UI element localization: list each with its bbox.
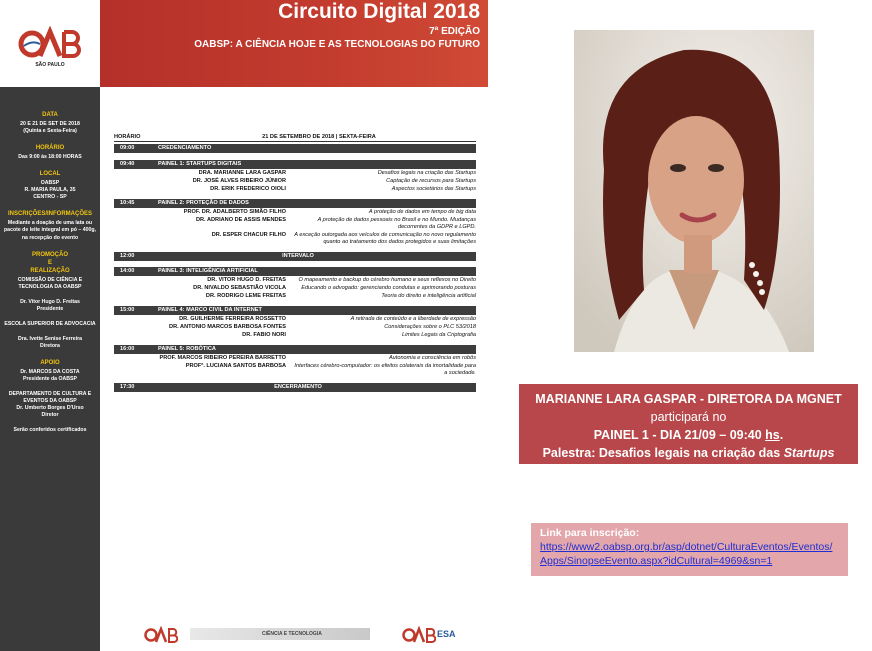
table-row [114,363,476,377]
speaker-name: PROF. DR. ADALBERTO SIMÃO FILHO [183,208,286,215]
schedule-bar [114,144,476,153]
talk-title: A proteção de dados pessoais no Brasil e no Mundo. Mudanças decorrentes da GDPR e LGPD. [317,216,476,230]
bar-time: 10:45 [120,199,135,206]
table-row [114,355,476,362]
bar-label: INTERVALO [282,252,314,259]
hours-abbrev: hs [765,428,780,442]
sidebar-text-presidente: Dr. Vitor Hugo D. Freitas Presidente [20,298,80,312]
event-edition: 7ª EDIÇÃO [429,26,480,37]
sidebar-heading-data: DATA [42,112,58,118]
speaker-name: DR. ADRIANO DE ASSIS MENDES [195,216,286,223]
registration-link-box [531,523,848,576]
speaker-name: PROFª. LUCIANA SANTOS BARBOSA [185,362,286,369]
table-row [114,186,476,193]
talk-title: Teoria do direito e inteligência artificial [381,292,476,299]
speaker-name: DR. ANTONIO MARCOS BARBOSA FONTES [169,323,286,330]
sidebar-text-departamento: DEPARTAMENTO DE CULTURA E EVENTOS DA OABSP Dr. Umberto Borges D'Urso Diretor [8,391,92,419]
oab-logo-icon [402,626,436,644]
talk-title: Limites Legais da Criptografia [402,331,476,338]
bar-label: PAINEL 5: ROBÓTICA [158,345,216,352]
oab-logo-icon [18,26,82,62]
table-row [114,170,476,177]
schedule-table [114,134,476,392]
speaker-name: DR. ESPER CHACUR FILHO [211,231,286,238]
header-banner [100,0,488,87]
talk-title: Captação de recursos para Startups [386,177,476,184]
speaker-name: DR. VITOR HUGO D. FREITAS [207,276,286,283]
table-row [114,178,476,185]
speaker-name: DR. RODRIGO LEME FREITAS [205,292,286,299]
bar-label: PAINEL 2: PROTEÇÃO DE DADOS [158,199,249,206]
speaker-name: DR. JOSÉ ALVES RIBEIRO JÚNIOR [192,177,286,184]
table-row [114,217,476,231]
talk-title: A proteção de dados em tempo de big data [368,208,476,215]
schedule-col-date: 21 DE SETEMBRO DE 2018 | SEXTA-FEIRA [262,134,376,140]
talk-title: A retirada de conteúdo e a liberdade de expressão [350,315,476,322]
schedule-col-time: HORÁRIO [114,134,141,140]
schedule-bar [114,345,476,354]
footer-band: CIÊNCIA E TECNOLOGIA [190,628,370,640]
sidebar-text-local: OABSP R. MARIA PAULA, 35 CENTRO - SP [24,180,76,201]
table-row [114,324,476,331]
sidebar-heading-promocao: PROMOÇÃO E REALIZAÇÃO [30,251,70,274]
table-row [114,332,476,339]
speaker-name: DR. GUILHERME FERREIRA ROSSETTO [179,315,286,322]
speaker-name: DR. NIVALDO SEBASTIÃO VICOLA [193,284,286,291]
speaker-info-box [519,384,858,464]
oab-logo-icon [144,626,178,644]
talk-title: Desafios legais na criação das Startups [377,170,476,176]
bar-time: 09:40 [120,161,135,167]
bar-label: PAINEL 1: STARTUPS DIGITAIS [158,161,242,167]
esa-logo-text: ESA [437,629,456,639]
sidebar-heading-apoio: APOIO [40,359,60,366]
bar-time: 16:00 [120,345,135,352]
sidebar-text-comissao: COMISSÃO DE CIÊNCIA E TECNOLOGIA DA OABSP [17,276,83,290]
talk-title: Considerações sobre o PLC 53/2018 [384,323,476,330]
bar-time: 09:00 [120,145,135,151]
table-row [114,232,476,246]
sidebar-text-presidente-oabsp: Dr. MARCOS DA COSTA Presidente da OABSP [20,369,80,383]
sidebar-heading-horario: HORÁRIO [35,145,65,152]
speaker-name-title: MARIANNE LARA GASPAR - DIRETORA DA MGNET [535,392,842,406]
speaker-participation: participará no [650,410,727,424]
schedule-bar [114,383,476,392]
bar-time: 15:00 [120,306,135,313]
speaker-portrait-image [574,30,814,352]
speaker-panel-time [519,426,858,444]
talk-title: Educando o advogado: gerenciando condutas e aprimorando posturas [301,284,476,291]
table-row [114,277,476,284]
sidebar-text-certificados: Serão conferidos certificados [13,427,87,434]
talk-title: O mapeamento e backup do cérebro humano e seus reflexos no Direito [298,276,476,283]
period: . [779,428,784,442]
sidebar-heading-inscricoes: INSCRIÇÕES/INFORMAÇÕES [7,211,92,218]
table-row [114,285,476,292]
talk-title: Aspectos societários das Startups [391,185,476,192]
sidebar-text-diretora: Dra. Ivette Senise Ferreira Diretora [17,335,82,349]
info-sidebar [0,87,100,651]
bar-label: ENCERRAMENTO [274,383,322,390]
logo-subtitle: SÃO PAULO [35,62,65,68]
panel-time-text: PAINEL 1 - DIA 21/09 – 09:40 [593,428,766,442]
bar-time: 17:30 [120,383,135,390]
sidebar-text-escola: ESCOLA SUPERIOR DE ADVOCACIA [4,320,96,327]
talk-text: Palestra: Desafios legais na criação das [542,446,784,460]
bar-time: 12:00 [120,252,135,259]
sidebar-text-inscricoes: Mediante a doação de uma lata ou pacote de leite integral em pó – 400g, na recepção do evento [4,220,96,241]
schedule-header [114,134,476,142]
registration-link[interactable]: https://www2.oabsp.org.br/asp/dotnet/CulturaEventos/Eventos/Apps/SinopseEvento.aspx?idCultural=4969&sn=1 [540,541,833,567]
speaker-photo [574,30,814,352]
table-row [114,209,476,216]
table-row [114,316,476,323]
sidebar-text-horario: Das 9:00 às 18:00 HORAS [18,154,82,161]
bar-label: PAINEL 3: INTELIGÊNCIA ARTIFICIAL [158,267,258,274]
schedule-bar [114,267,476,276]
sidebar-text-data: 20 E 21 DE SET DE 2018 (Quinta e Sexta-Feira) [20,121,80,135]
event-subtitle: OABSP: A CIÊNCIA HOJE E AS TECNOLOGIAS DO FUTURO [194,39,480,50]
talk-italic: Startups [783,446,835,460]
schedule-bar [114,199,476,208]
speaker-name: DRA. MARIANNE LARA GASPAR [198,170,286,176]
speaker-name: PROF. MARCOS RIBEIRO PEREIRA BARRETTO [159,354,286,361]
schedule-bar [114,252,476,261]
registration-label: Link para inscrição: [540,527,640,539]
speaker-talk [519,444,858,462]
schedule-bar [114,306,476,315]
bar-label: PAINEL 4: MARCO CIVIL DA INTERNET [158,306,262,313]
talk-title: Autonomia e consciência em robôs [388,354,476,361]
sidebar-heading-local: LOCAL [39,171,61,178]
schedule-bar [114,160,476,169]
table-row [114,293,476,300]
flyer-footer [100,620,488,651]
talk-title: Interfaces cérebro-computador: os efeitos colaterais da imortalidade para a sociedade. [294,362,476,376]
logo-area [0,0,100,87]
talk-title: A exceção outorgada aos veículos de comunicação no novo regulamento quanto ao tratamento dos dados protegidos e suas limitações [294,231,476,245]
speaker-name: DR. FABIO NORI [242,331,286,338]
bar-label: CREDENCIAMENTO [158,145,212,151]
bar-time: 14:00 [120,267,135,274]
speaker-name: DR. ERIK FREDERICO OIOLI [210,185,286,192]
event-title: Circuito Digital 2018 [278,0,480,23]
